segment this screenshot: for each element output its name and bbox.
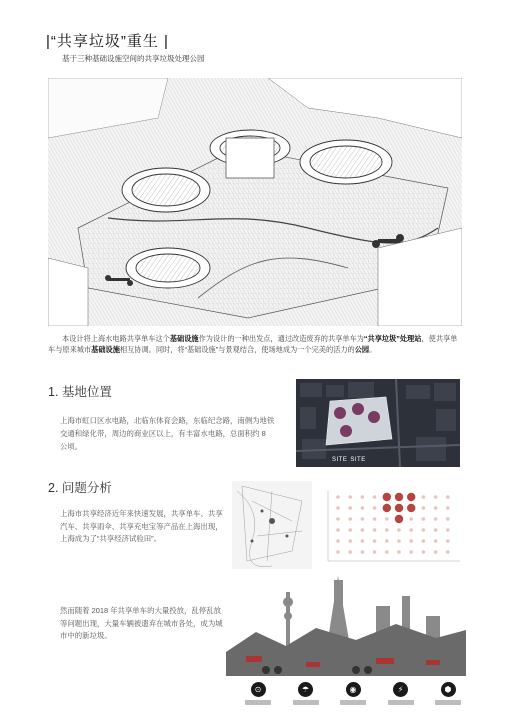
basket-icon: ⬢ bbox=[441, 682, 456, 697]
chart-dot bbox=[336, 550, 340, 554]
icon-legend-row bbox=[244, 682, 462, 712]
chart-dot bbox=[434, 528, 438, 532]
chart-dot bbox=[397, 539, 401, 543]
chart-dot bbox=[422, 517, 426, 521]
chart-dot bbox=[383, 504, 391, 512]
chart-dot bbox=[422, 495, 426, 499]
chart-dot bbox=[434, 550, 438, 554]
chart-dot bbox=[348, 550, 352, 554]
page-subtitle: 基于三种基础设施空间的共享垃圾处理公园 bbox=[62, 54, 205, 63]
city-collage bbox=[226, 572, 466, 676]
section-problem-text: 上海市共享经济近年来快速发展，共享单车、共享汽车、共享雨伞、共享充电宝等产品在上海出现，上海成为了“共享经济试验田”。 bbox=[60, 509, 223, 543]
chart-dot bbox=[407, 504, 415, 512]
icon-caption bbox=[388, 700, 414, 705]
chart-dot bbox=[395, 504, 403, 512]
problem-chart bbox=[316, 481, 462, 569]
bike-icon: ⊙ bbox=[251, 682, 266, 697]
chart-dot bbox=[409, 539, 413, 543]
site-label: SITE SITE bbox=[332, 457, 366, 463]
chart-dot bbox=[385, 539, 389, 543]
chart-dot bbox=[409, 528, 413, 532]
chart-dot bbox=[348, 528, 352, 532]
section-site-text: 上海市虹口区水电路，北临东体育会路，东临纪念路，南侧为地铁交通和绿化带，周边的商业区以上，有丰富水电路，总面积约 8 公顷。 bbox=[60, 416, 275, 451]
icon-cell bbox=[292, 682, 320, 712]
chart-dot bbox=[336, 528, 340, 532]
chart-dot bbox=[409, 550, 413, 554]
chart-dot bbox=[336, 517, 340, 521]
city-map bbox=[232, 481, 312, 569]
icon-cell bbox=[434, 682, 462, 712]
chart-dot bbox=[446, 495, 450, 499]
chart-dot bbox=[361, 550, 365, 554]
intro-paragraph: 本设计将上海水电路共享单车这个基础设施作为设计的一种出发点，通过改造废弃的共享单车为“共享垃圾”处理站，使共享单车与原来城市基础设施相互协调。同时，将“基础设施”与景观结合，使场地成为一个完美的活力的公园。 bbox=[48, 334, 458, 354]
chart-dot bbox=[422, 528, 426, 532]
section-problem-title: 2. 问题分析 bbox=[48, 481, 112, 495]
section-issue-text: 然而随着 2018 年共享单车的大量投放，乱停乱放等问题出现，大量车辆被遗弃在城市各处，成为城市中的新垃圾。 bbox=[60, 606, 223, 640]
chart-dot bbox=[348, 495, 352, 499]
chart-dot bbox=[385, 528, 389, 532]
site-label-sub: SITE bbox=[350, 457, 366, 463]
chart-dot bbox=[446, 550, 450, 554]
charger-icon: ⚡ bbox=[393, 682, 408, 697]
chart-dot bbox=[434, 517, 438, 521]
chart-dot bbox=[361, 506, 365, 510]
chart-dot bbox=[434, 539, 438, 543]
chart-dot bbox=[434, 506, 438, 510]
chart-dot bbox=[336, 539, 340, 543]
hero-sketch bbox=[48, 78, 462, 326]
chart-dot bbox=[373, 550, 377, 554]
page-title: |“共享垃圾”重生 | bbox=[46, 33, 169, 50]
chart-dot bbox=[395, 515, 403, 523]
chart-dot bbox=[409, 517, 413, 521]
umbrella-icon: ☂ bbox=[298, 682, 313, 697]
chart-dot bbox=[361, 495, 365, 499]
chart-dot bbox=[361, 517, 365, 521]
chart-dot bbox=[446, 539, 450, 543]
chart-dot bbox=[348, 506, 352, 510]
chart-dot bbox=[434, 495, 438, 499]
collage-graphic bbox=[226, 572, 466, 676]
chart-dot bbox=[446, 506, 450, 510]
chart-dot bbox=[373, 506, 377, 510]
icon-caption bbox=[435, 700, 461, 705]
icon-cell bbox=[244, 682, 272, 712]
chart-dot bbox=[336, 495, 340, 499]
chart-dot bbox=[373, 539, 377, 543]
chart-dot bbox=[336, 506, 340, 510]
chart-dot bbox=[383, 493, 391, 501]
icon-caption bbox=[340, 700, 366, 705]
chart-dot bbox=[361, 539, 365, 543]
hero-rendering bbox=[48, 78, 462, 326]
chart-dot bbox=[373, 517, 377, 521]
chart-dot bbox=[422, 550, 426, 554]
site-map bbox=[296, 379, 460, 467]
chart-dot bbox=[348, 539, 352, 543]
icon-cell bbox=[387, 682, 415, 712]
chart-dot bbox=[373, 528, 377, 532]
icon-cell bbox=[339, 682, 367, 712]
chart-dot bbox=[446, 528, 450, 532]
chart-dot bbox=[395, 493, 403, 501]
chart-dot bbox=[446, 517, 450, 521]
chart-dot bbox=[385, 550, 389, 554]
chart-dot bbox=[397, 528, 401, 532]
chart-dot bbox=[397, 550, 401, 554]
site-map-graphic bbox=[296, 379, 460, 467]
chart-dot bbox=[422, 539, 426, 543]
chart-dot bbox=[361, 528, 365, 532]
chart-dot bbox=[407, 493, 415, 501]
car-icon: ◉ bbox=[346, 682, 361, 697]
section-site-title: 1. 基地位置 bbox=[48, 385, 112, 399]
chart-dot bbox=[422, 506, 426, 510]
icon-caption bbox=[245, 700, 271, 705]
city-map-graphic bbox=[232, 481, 312, 569]
icon-caption bbox=[293, 700, 319, 705]
chart-dot bbox=[385, 517, 389, 521]
chart-dot bbox=[348, 517, 352, 521]
chart-dot bbox=[373, 495, 377, 499]
